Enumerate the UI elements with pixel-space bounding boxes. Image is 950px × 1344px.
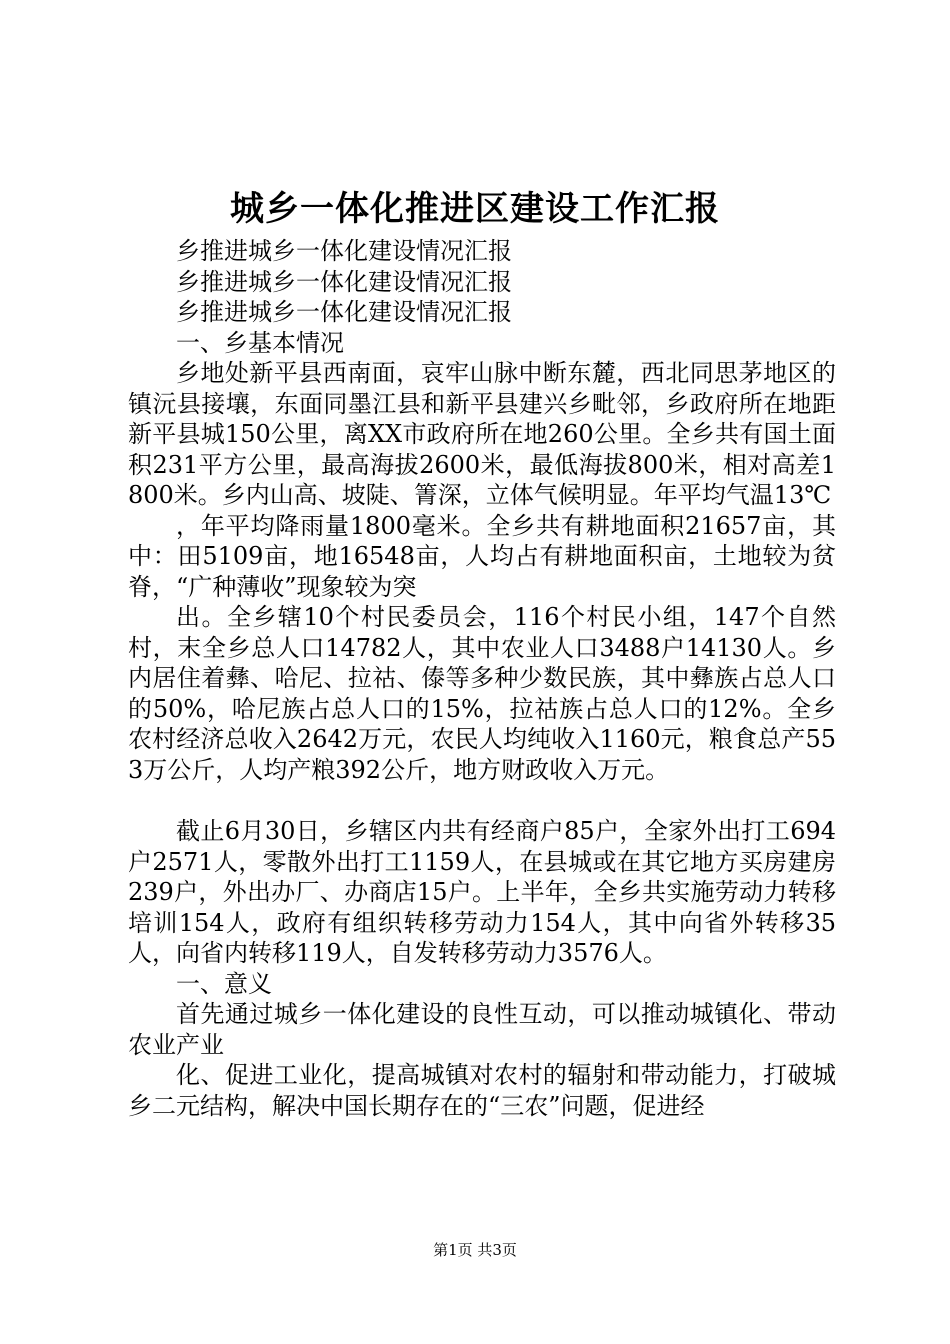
section-heading-basic-info: 一、乡基本情况 [176,328,344,357]
paragraph-labor: 截止6月30日，乡辖区内共有经商户85户，全家外出打工694户2571人，零散外出打工1159人，在县城或在其它地方买房建房239户，外出办厂、办商店15户。上半年，全乡共实施劳动力转移培训154人，政府有组织转移劳动力154人，其中向省外转移35人，向省内转移119人，自发转移劳动力3576人。 [128,817,836,967]
document-body [128,236,836,1121]
section-heading-significance: 一、意义 [176,969,272,998]
paragraph-population: 出。全乡辖10个村民委员会，116个村民小组，147个自然村，末全乡总人口14782人，其中农业人口3488户14130人。乡内居住着彝、哈尼、拉祜、傣等多种少数民族，其中彝族占总人口的50%，哈尼族占总人口的15%，拉祜族占总人口的12%。全乡农村经济总收入2642万元，农民人均纯收入1160元，粮食总产553万公斤，人均产粮392公斤，地方财政收入万元。 [128,603,836,784]
paragraph-rainfall: ，年平均降雨量1800毫米。全乡共有耕地面积21657亩，其中：田5109亩，地16548亩，人均占有耕地面积亩，土地较为贫脊，“广种薄收”现象较为突 [128,511,836,601]
paragraph-significance-1: 首先通过城乡一体化建设的良性互动，可以推动城镇化、带动农业产业 [128,1000,836,1059]
paragraph-report-heading-2: 乡推进城乡一体化建设情况汇报 [176,267,512,296]
page-footer: 第1页 共3页 [433,1241,517,1259]
paragraph-report-heading-3: 乡推进城乡一体化建设情况汇报 [176,298,512,326]
paragraph-report-heading-1: 乡推进城乡一体化建设情况汇报 [176,237,512,265]
paragraph-location: 乡地处新平县西南面，哀牢山脉中断东麓，西北同思茅地区的镇沅县接壤，东面同墨江县和新平县建兴乡毗邻，乡政府所在地距新平县城150公里，离XX市政府所在地260公里。全乡共有国土面积231平方公里，最高海拔2600米，最低海拔800米，相对高差1800米。乡内山高、坡陡、箐深，立体气候明显。年平均气温13℃ [128,359,836,509]
paragraph-significance-2: 化、促进工业化，提高城镇对农村的辐射和带动能力，打破城乡二元结构，解决中国长期存在的“三农”问题，促进经 [128,1061,836,1120]
document-title: 城乡一体化推进区建设工作汇报 [230,189,720,229]
